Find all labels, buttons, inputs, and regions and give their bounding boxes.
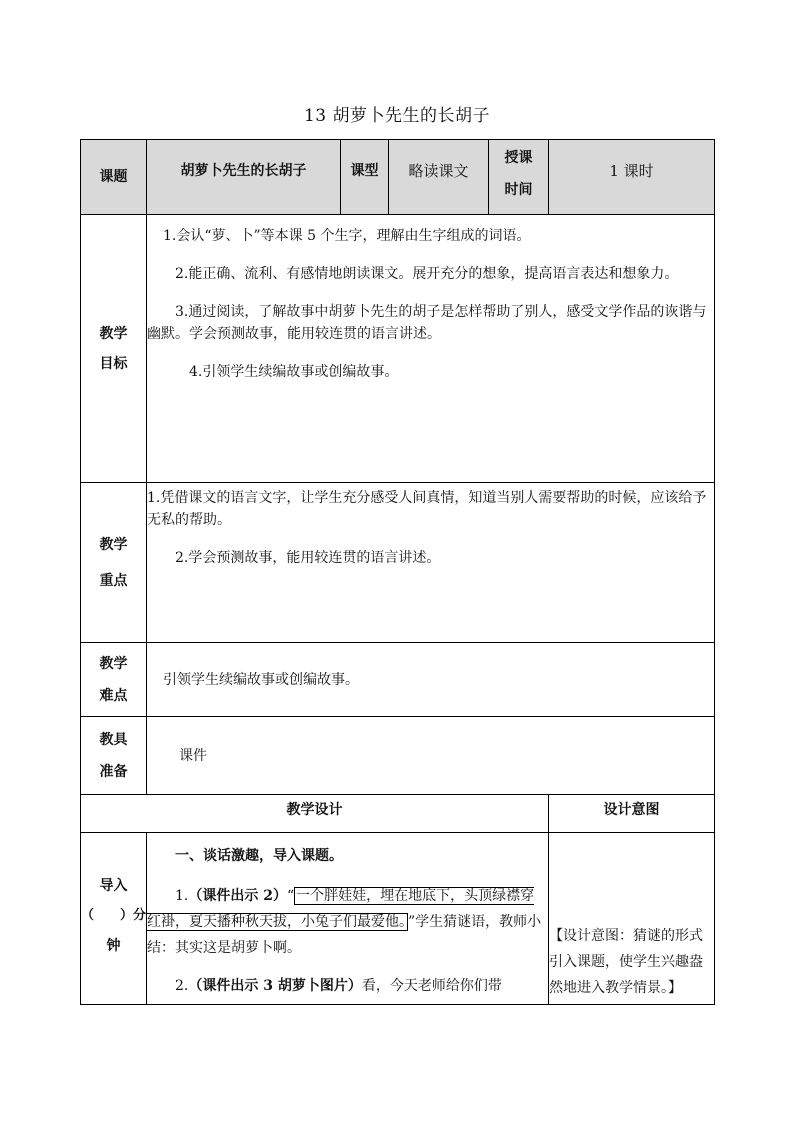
goals-label-line2: 目标 <box>99 355 128 372</box>
teaching-design-heading: 教学设计 <box>286 802 343 818</box>
p2-rest: 看，今天老师给你们带 <box>361 978 502 994</box>
key-points-label-line1: 教学 <box>99 536 128 553</box>
page-title: 13 胡萝卜先生的长胡子 <box>303 106 491 126</box>
p1-rest: ”学生猜谜语，教师小结：其实这是胡萝卜啊。 <box>147 914 542 956</box>
topic-value: 胡萝卜先生的长胡子 <box>180 163 307 179</box>
time-label-line2: 时间 <box>504 182 533 198</box>
goals-label-cell <box>81 215 147 483</box>
goals-label-line1: 教学 <box>99 325 128 342</box>
type-value-cell <box>389 140 489 215</box>
key-points-content <box>147 483 715 643</box>
riddle-text: 一个胖娃娃，埋在地底下，头顶绿襟穿红褂，夏天播种秋天拔，小兔子们最爱他。 <box>147 888 535 930</box>
tools-text: 课件 <box>179 747 207 764</box>
time-value-cell <box>549 140 715 215</box>
key-points-label-line2: 重点 <box>99 572 128 589</box>
intro-note-cell <box>549 833 715 1005</box>
difficulty-row <box>81 643 715 717</box>
difficulty-label-line1: 教学 <box>99 655 128 672</box>
difficulty-label-line2: 难点 <box>99 687 128 704</box>
difficulty-label-cell <box>81 643 147 717</box>
intro-label-line2: （ ）分 <box>80 908 146 923</box>
intro-heading: 一、谈话激趣，导入课题。 <box>175 848 343 864</box>
difficulty-content <box>147 643 715 717</box>
tools-label-line1: 教具 <box>99 731 128 748</box>
goal-item: 1.会认“萝、卜”等本课 5 个生字，理解由生字组成的词语。 <box>163 228 531 244</box>
design-intent-heading: 设计意图 <box>603 802 660 818</box>
goal-item: 2.能正确、流利、有感情地朗读课文。展开充分的想象，提高语言表达和想象力。 <box>175 266 679 282</box>
key-point-item: 2.学会预测故事，能用较连贯的语言讲述。 <box>175 550 441 566</box>
key-points-row <box>81 483 715 643</box>
p1-open-quote: “ <box>286 888 295 904</box>
design-header-right <box>549 795 715 833</box>
difficulty-text: 引领学生续编故事或创编故事。 <box>163 671 359 688</box>
topic-value-cell <box>147 140 341 215</box>
design-intent-note: 【设计意图：猜谜的形式引入课题，使学生兴趣盎然地进入教学情景。】 <box>549 928 703 996</box>
intro-row <box>81 833 715 1005</box>
p1-bold: （课件出示 2） <box>188 888 287 904</box>
type-label: 课型 <box>350 163 379 179</box>
time-label-cell <box>489 140 549 215</box>
tools-row <box>81 717 715 795</box>
type-label-cell <box>341 140 389 215</box>
topic-label: 课题 <box>99 169 128 185</box>
lesson-plan-table <box>80 139 715 1005</box>
tools-label-cell <box>81 717 147 795</box>
key-point-item: 1.凭借课文的语言文字，让学生充分感受人间真情，知道当别人需要帮助的时候，应该给予无私的帮助。 <box>147 490 707 528</box>
intro-paragraph-1 <box>147 883 548 961</box>
tools-label-line2: 准备 <box>99 763 128 780</box>
design-header-left <box>81 795 549 833</box>
design-header-row <box>81 795 715 833</box>
goals-row <box>81 215 715 483</box>
topic-label-cell <box>81 140 147 215</box>
intro-label-line1: 导入 <box>99 878 128 894</box>
tools-content <box>147 717 715 795</box>
goal-item: 4.引领学生续编故事或创编故事。 <box>189 364 399 380</box>
time-value: 1 课时 <box>609 162 654 180</box>
type-value: 略读课文 <box>408 162 469 180</box>
p2-prefix: 2. <box>175 978 189 994</box>
p2-bold: （课件出示 3 胡萝卜图片） <box>188 978 362 994</box>
time-label-line1: 授课 <box>504 150 533 166</box>
intro-content <box>147 833 549 1005</box>
intro-label-line3: 钟 <box>106 938 121 954</box>
intro-paragraph-2 <box>147 973 548 999</box>
p1-prefix: 1. <box>175 888 189 904</box>
intro-label-cell <box>81 833 147 1005</box>
info-row <box>81 140 715 215</box>
key-points-label-cell <box>81 483 147 643</box>
goals-content <box>147 215 715 483</box>
goal-item: 3.通过阅读，了解故事中胡萝卜先生的胡子是怎样帮助了别人，感受文学作品的诙谐与幽默。学会预测故事，能用较连贯的语言讲述。 <box>147 304 707 342</box>
